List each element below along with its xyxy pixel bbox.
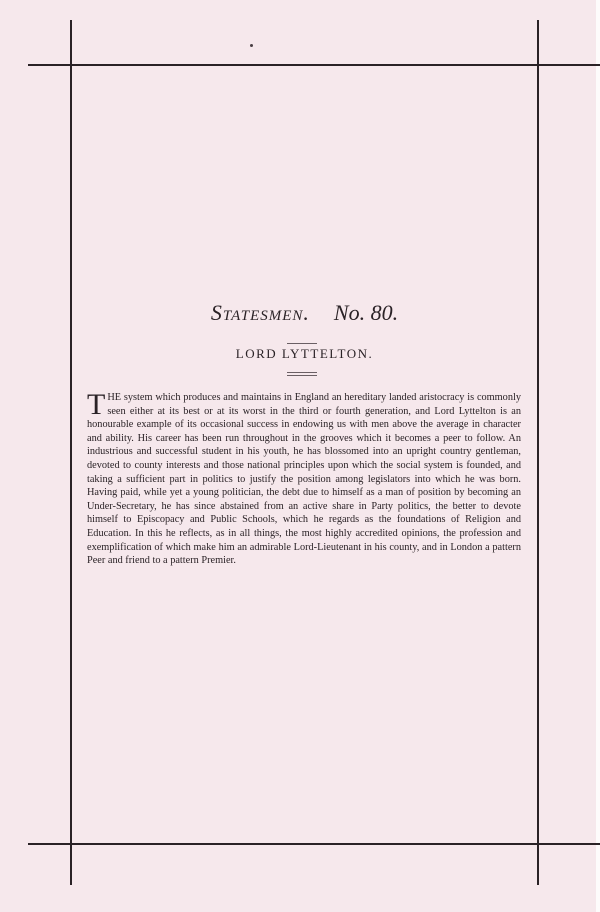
- subject-divider-top: [287, 372, 317, 373]
- heading-divider: [287, 343, 317, 344]
- subject-title: LORD LYTTELTON.: [235, 346, 374, 361]
- series-title: Statesmen.: [210, 300, 310, 325]
- article-text: HE system which produces and maintains in England an hereditary landed aristocracy is commonly seen either at its best or at its worst in the third or fourth generation, and Lord Lyttelton is an honourable example of its occasional success in endowing us with men above the average in character and ability. His career has been run throughout in the grooves which it becomes a peer to follow. An industrious and successful student in his youth, he has blossomed into an upright country gentleman, devoted to county interests and those national principles upon which the social system is founded, and taking a sufficient part in politics to justify the position among legislators into which he was born. Having paid, while yet a young politician, the debt due to himself as a man of position by becoming an Under-Secretary, he has since abstained from an active share in Party politics, the better to devote himself to Episcopacy and Public Schools, which he regards as the foundations of Religion and Education. In this he reflects, as in all things, the most highly accredited opinions, the profession and exemplification of which make him an admirable Lord-Lieutenant in his county, and in London a pattern Peer and friend to a pattern Premier.: [87, 392, 521, 567]
- drop-cap: T: [87, 388, 106, 421]
- left-border-rule: [70, 20, 72, 885]
- page-heading: [72, 300, 537, 326]
- right-border-rule: [537, 20, 539, 885]
- series-number: No. 80.: [333, 300, 399, 325]
- bottom-border-rule: [28, 843, 600, 845]
- article-body: [87, 388, 521, 568]
- ink-speck: [250, 44, 253, 47]
- page-edge: [596, 0, 600, 912]
- subject-divider-bottom: [287, 375, 317, 376]
- top-border-rule: [28, 64, 600, 66]
